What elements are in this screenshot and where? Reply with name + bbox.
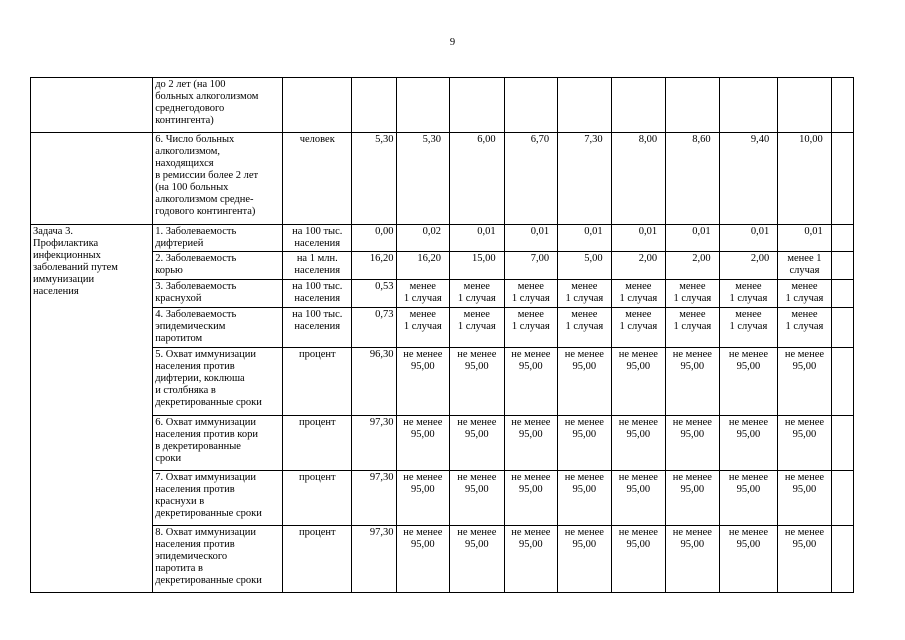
- year-value-cell: менее 1 случая: [719, 308, 778, 348]
- year-value-cell: не менее 95,00: [504, 348, 558, 416]
- year-value-cell: менее 1 случая: [396, 280, 450, 308]
- year-value-cell: 0,02: [396, 225, 450, 252]
- year-value-cell: не менее 95,00: [719, 526, 778, 593]
- year-value-cell: не менее 95,00: [450, 416, 505, 471]
- extra-cell: [831, 348, 853, 416]
- table-row: [31, 78, 854, 133]
- year-value-cell: менее 1 случая: [396, 308, 450, 348]
- table-row: [31, 252, 854, 280]
- base-value-cell: 97,30: [352, 416, 396, 471]
- year-value-cell: 2,00: [719, 252, 778, 280]
- base-value-cell: 0,53: [352, 280, 396, 308]
- year-value-cell: 0,01: [504, 225, 558, 252]
- year-value-cell: 15,00: [450, 252, 505, 280]
- extra-cell: [831, 416, 853, 471]
- extra-cell: [831, 308, 853, 348]
- base-value-cell: 97,30: [352, 471, 396, 526]
- year-value-cell: [504, 78, 558, 133]
- table-row: [31, 348, 854, 416]
- year-value-cell: [719, 78, 778, 133]
- year-value-cell: менее 1 случая: [611, 308, 666, 348]
- year-value-cell: не менее 95,00: [611, 416, 666, 471]
- indicator-cell: до 2 лет (на 100 больных алкоголизмом среднегодового контингента): [153, 78, 283, 133]
- year-value-cell: 7,00: [504, 252, 558, 280]
- base-value-cell: 0,73: [352, 308, 396, 348]
- year-value-cell: 0,01: [778, 225, 832, 252]
- year-value-cell: не менее 95,00: [719, 471, 778, 526]
- year-value-cell: 0,01: [666, 225, 720, 252]
- year-value-cell: [778, 78, 832, 133]
- year-value-cell: не менее 95,00: [666, 471, 720, 526]
- extra-cell: [831, 133, 853, 225]
- year-value-cell: не менее 95,00: [450, 348, 505, 416]
- year-value-cell: не менее 95,00: [611, 348, 666, 416]
- year-value-cell: 10,00: [778, 133, 832, 225]
- extra-cell: [831, 526, 853, 593]
- indicator-cell: 4. Заболеваемость эпидемическим паротитом: [153, 308, 283, 348]
- year-value-cell: не менее 95,00: [558, 348, 612, 416]
- year-value-cell: менее 1 случая: [666, 308, 720, 348]
- unit-cell: процент: [283, 348, 352, 416]
- unit-cell: человек: [283, 133, 352, 225]
- extra-cell: [831, 471, 853, 526]
- year-value-cell: менее 1 случая: [778, 280, 832, 308]
- year-value-cell: не менее 95,00: [396, 348, 450, 416]
- extra-cell: [831, 78, 853, 133]
- indicator-cell: 2. Заболеваемость корью: [153, 252, 283, 280]
- unit-cell: на 1 млн. населения: [283, 252, 352, 280]
- year-value-cell: не менее 95,00: [504, 416, 558, 471]
- table-row: [31, 280, 854, 308]
- indicator-cell: 8. Охват иммунизации населения против эпидемического паротита в декретированные сроки: [153, 526, 283, 593]
- year-value-cell: 8,00: [611, 133, 666, 225]
- indicator-cell: 5. Охват иммунизации населения против дифтерии, коклюша и столбняка в декретированные сроки: [153, 348, 283, 416]
- indicator-cell: 7. Охват иммунизации населения против краснухи в декретированные сроки: [153, 471, 283, 526]
- base-value-cell: 0,00: [352, 225, 396, 252]
- base-value-cell: 5,30: [352, 133, 396, 225]
- unit-cell: на 100 тыс. населения: [283, 308, 352, 348]
- year-value-cell: 9,40: [719, 133, 778, 225]
- year-value-cell: не менее 95,00: [450, 526, 505, 593]
- year-value-cell: не менее 95,00: [719, 348, 778, 416]
- base-value-cell: 97,30: [352, 526, 396, 593]
- indicator-cell: 1. Заболеваемость дифтерией: [153, 225, 283, 252]
- year-value-cell: 6,70: [504, 133, 558, 225]
- year-value-cell: не менее 95,00: [666, 526, 720, 593]
- year-value-cell: 2,00: [611, 252, 666, 280]
- year-value-cell: [450, 78, 505, 133]
- unit-cell: на 100 тыс. населения: [283, 225, 352, 252]
- table-row: [31, 471, 854, 526]
- extra-cell: [831, 252, 853, 280]
- unit-cell: процент: [283, 416, 352, 471]
- year-value-cell: не менее 95,00: [778, 416, 832, 471]
- table-row: [31, 133, 854, 225]
- year-value-cell: 0,01: [611, 225, 666, 252]
- table-row: [31, 225, 854, 252]
- year-value-cell: менее 1 случая: [558, 280, 612, 308]
- page-number: 9: [449, 37, 456, 48]
- year-value-cell: не менее 95,00: [558, 416, 612, 471]
- year-value-cell: 8,60: [666, 133, 720, 225]
- year-value-cell: не менее 95,00: [611, 471, 666, 526]
- year-value-cell: не менее 95,00: [778, 526, 832, 593]
- year-value-cell: менее 1 случая: [666, 280, 720, 308]
- year-value-cell: не менее 95,00: [611, 526, 666, 593]
- year-value-cell: менее 1 случая: [778, 252, 832, 280]
- year-value-cell: 2,00: [666, 252, 720, 280]
- year-value-cell: не менее 95,00: [778, 348, 832, 416]
- year-value-cell: 16,20: [396, 252, 450, 280]
- table-row: [31, 416, 854, 471]
- year-value-cell: не менее 95,00: [504, 526, 558, 593]
- year-value-cell: [666, 78, 720, 133]
- year-value-cell: не менее 95,00: [504, 471, 558, 526]
- year-value-cell: 7,30: [558, 133, 612, 225]
- base-value-cell: [352, 78, 396, 133]
- year-value-cell: менее 1 случая: [719, 280, 778, 308]
- extra-cell: [831, 280, 853, 308]
- year-value-cell: менее 1 случая: [558, 308, 612, 348]
- extra-cell: [831, 225, 853, 252]
- year-value-cell: 5,00: [558, 252, 612, 280]
- year-value-cell: менее 1 случая: [504, 280, 558, 308]
- indicator-cell: 6. Охват иммунизации населения против кори в декретированные сроки: [153, 416, 283, 471]
- year-value-cell: [611, 78, 666, 133]
- base-value-cell: 16,20: [352, 252, 396, 280]
- year-value-cell: не менее 95,00: [396, 471, 450, 526]
- indicator-cell: 3. Заболеваемость краснухой: [153, 280, 283, 308]
- task-3-title: Задача 3. Профилактика инфекционных заболеваний путем иммунизации населения: [33, 226, 118, 297]
- year-value-cell: не менее 95,00: [558, 471, 612, 526]
- year-value-cell: не менее 95,00: [396, 416, 450, 471]
- task-cell-empty: [31, 78, 153, 133]
- year-value-cell: 0,01: [450, 225, 505, 252]
- unit-cell: на 100 тыс. населения: [283, 280, 352, 308]
- indicator-cell: 6. Число больных алкоголизмом, находящихся в ремиссии более 2 лет (на 100 больных алкоголизмом средне- годового контингента): [153, 133, 283, 225]
- unit-cell: процент: [283, 526, 352, 593]
- year-value-cell: менее 1 случая: [450, 280, 505, 308]
- year-value-cell: не менее 95,00: [666, 416, 720, 471]
- year-value-cell: не менее 95,00: [778, 471, 832, 526]
- unit-cell: [283, 78, 352, 133]
- year-value-cell: не менее 95,00: [396, 526, 450, 593]
- year-value-cell: не менее 95,00: [666, 348, 720, 416]
- year-value-cell: не менее 95,00: [450, 471, 505, 526]
- year-value-cell: менее 1 случая: [778, 308, 832, 348]
- year-value-cell: 0,01: [558, 225, 612, 252]
- table-row: [31, 308, 854, 348]
- year-value-cell: [396, 78, 450, 133]
- year-value-cell: не менее 95,00: [558, 526, 612, 593]
- indicators-table: [30, 77, 854, 593]
- year-value-cell: 5,30: [396, 133, 450, 225]
- year-value-cell: 0,01: [719, 225, 778, 252]
- year-value-cell: не менее 95,00: [719, 416, 778, 471]
- year-value-cell: менее 1 случая: [504, 308, 558, 348]
- base-value-cell: 96,30: [352, 348, 396, 416]
- year-value-cell: 6,00: [450, 133, 505, 225]
- table-row: [31, 526, 854, 593]
- task-3-cell: [31, 225, 153, 593]
- year-value-cell: менее 1 случая: [450, 308, 505, 348]
- year-value-cell: [558, 78, 612, 133]
- task-cell-empty: [31, 133, 153, 225]
- unit-cell: процент: [283, 471, 352, 526]
- year-value-cell: менее 1 случая: [611, 280, 666, 308]
